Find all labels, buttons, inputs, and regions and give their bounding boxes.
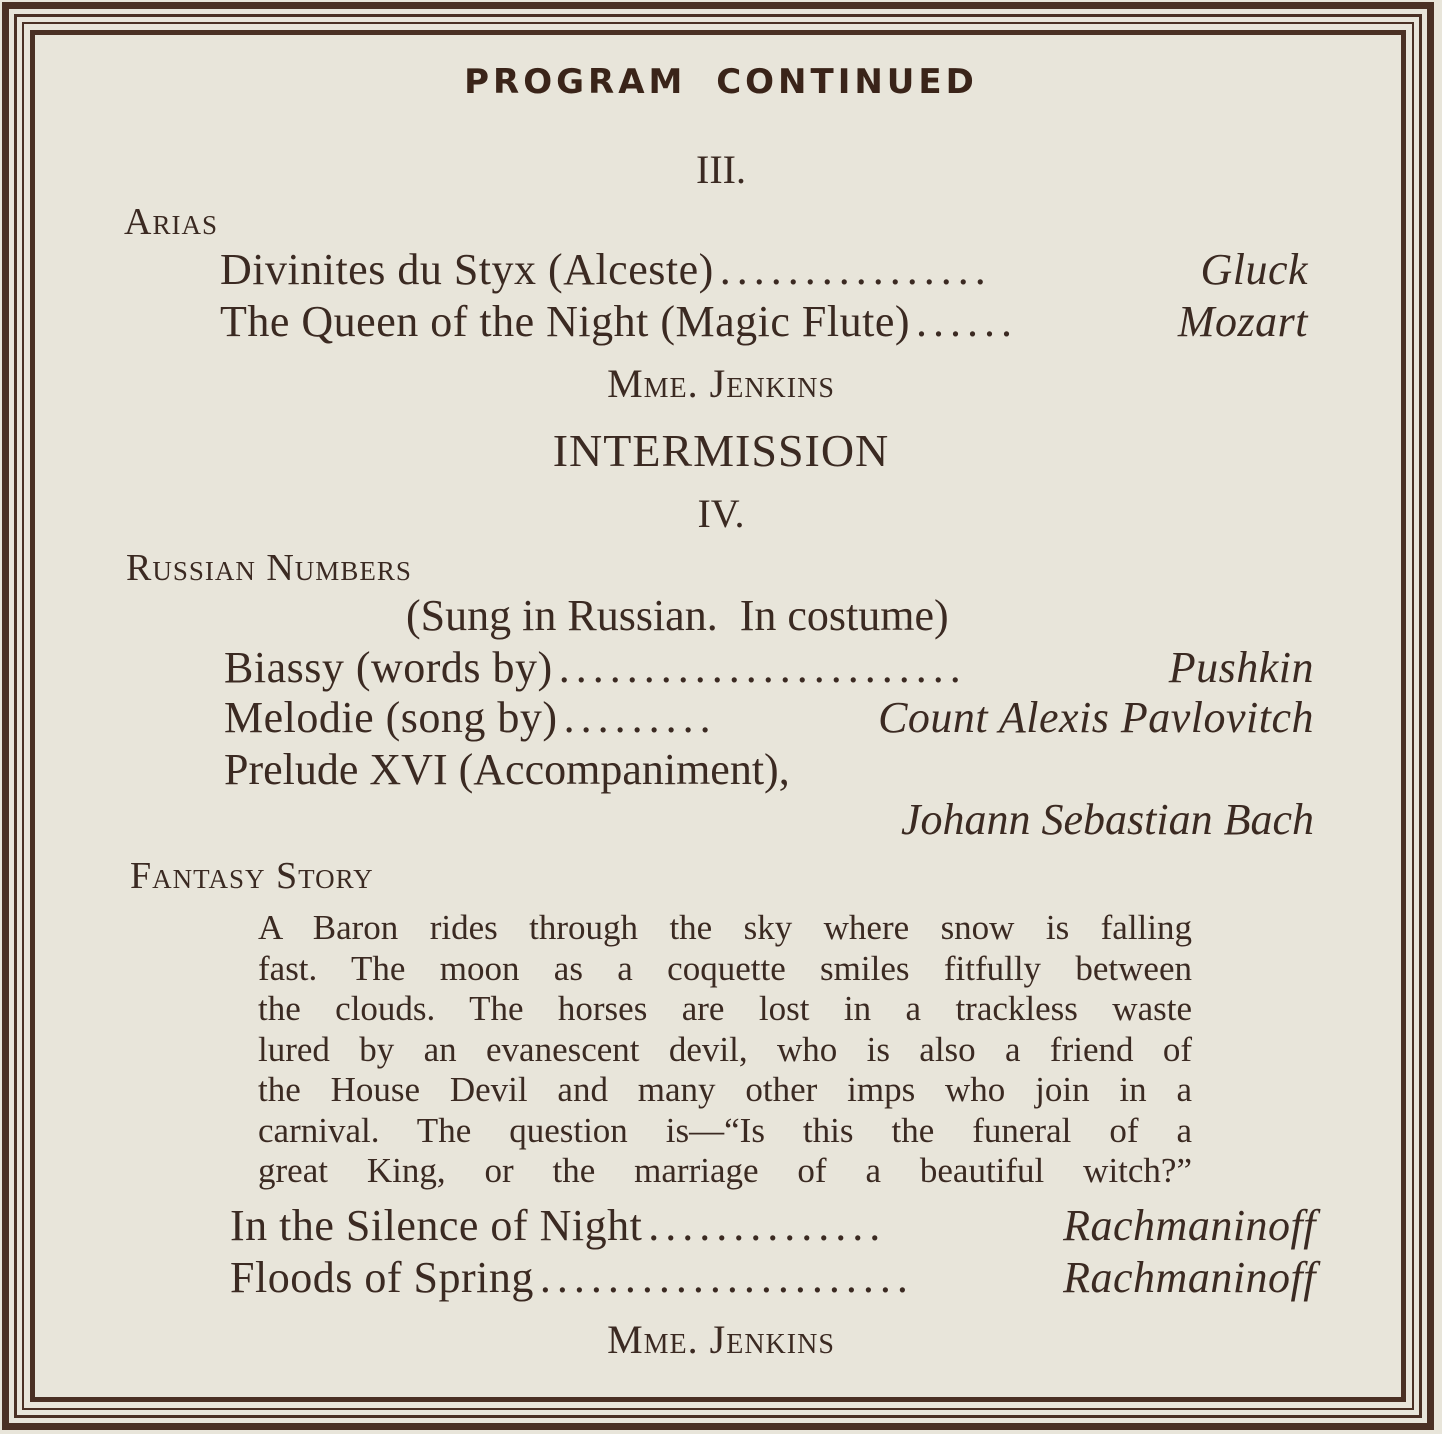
item-title: In the Silence of Night [230,1201,643,1250]
section-4-numeral: IV. [697,491,745,536]
section-3-numeral: III. [696,147,746,192]
item-composer: Mozart [1177,297,1308,346]
page-title: PROGRAM CONTINUED [464,62,978,102]
story-line: lured by an evanescent devil, who is also a friend of [258,1029,1192,1069]
fantasy-story-text [258,908,1192,1192]
program-item [230,1200,1316,1251]
story-line: the House Devil and many other imps who join in a [258,1070,1192,1109]
fantasy-story-heading: Fantasy Story [130,855,374,897]
item-title: Melodie (song by) [224,693,558,742]
item-composer: Count Alexis Pavlovitch [878,693,1314,742]
item-title: Biassy (words by) [224,643,553,692]
item-composer: Pushkin [1168,643,1314,692]
story-line: carnival. The question is—“Is this the funeral of a [258,1110,1192,1150]
story-line: the clouds. The horses are lost in a trackless waste [258,989,1192,1028]
section-3-performer: Mme. Jenkins [607,361,835,406]
section-4-heading: Russian Numbers [126,547,412,589]
program-item [220,296,1308,347]
item-composer: Rachmaninoff [1063,1201,1316,1250]
leader-dots: ................ [719,245,992,294]
section-4-performer: Mme. Jenkins [607,1317,835,1362]
section-3-heading: Arias [124,201,218,243]
program-item [224,642,1314,693]
program-item [220,244,1308,295]
leader-dots: ........................ [558,643,967,692]
leader-dots: ...................... [539,1253,914,1302]
intermission-heading: INTERMISSION [552,425,890,476]
story-line: A Baron rides through the sky where snow is falling [258,908,1192,947]
story-line: great King, or the marriage of a beautiful witch?” [258,1151,1192,1190]
leader-dots: ...... [916,297,1019,346]
section-4-note: (Sung in Russian. In costume) [406,591,949,640]
item-title: Floods of Spring [230,1253,534,1302]
item-title: Prelude XVI (Accompaniment), [224,745,790,794]
program-item [224,692,1314,743]
leader-dots: ......... [563,693,717,742]
item-composer: Rachmaninoff [1063,1253,1316,1302]
item-title: Divinites du Styx (Alceste) [220,245,714,294]
program-item [230,1252,1316,1303]
leader-dots: .............. [648,1201,887,1250]
item-composer: Johann Sebastian Bach [900,795,1314,844]
item-composer: Gluck [1200,245,1308,294]
story-line: fast. The moon as a coquette smiles fitfully between [258,948,1192,988]
item-title: The Queen of the Night (Magic Flute) [220,297,911,346]
